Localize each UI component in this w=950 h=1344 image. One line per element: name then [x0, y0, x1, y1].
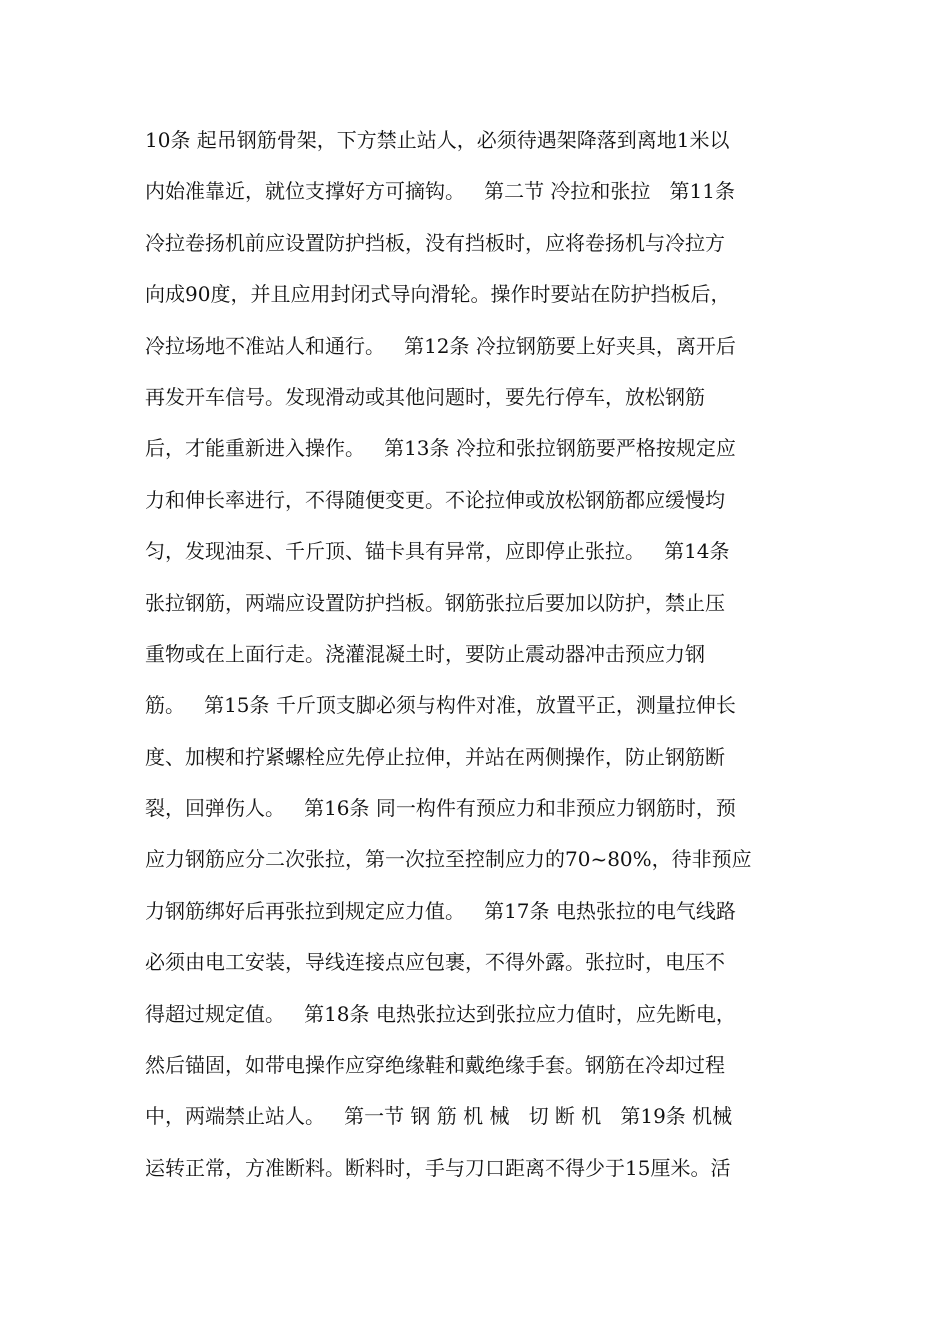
text-line: 中，两端禁止站人。 第一节 钢 筋 机 械 切 断 机 第19条 机械 [145, 1104, 733, 1129]
text-line: 必须由电工安装，导线连接点应包裹，不得外露。张拉时，电压不 [145, 950, 725, 975]
text-line: 冷拉场地不准站人和通行。 第12条 冷拉钢筋要上好夹具，离开后 [145, 333, 736, 358]
text-line: 然后锚固，如带电操作应穿绝缘鞋和戴绝缘手套。钢筋在冷却过程 [145, 1053, 725, 1078]
text-line: 筋。 第15条 千斤顶支脚必须与构件对准，放置平正，测量拉伸长 [145, 693, 736, 718]
text-line: 力和伸长率进行，不得随便变更。不论拉伸或放松钢筋都应缓慢均 [145, 487, 725, 512]
text-line: 张拉钢筋，两端应设置防护挡板。钢筋张拉后要加以防护，禁止压 [145, 590, 725, 615]
text-line: 运转正常，方准断料。断料时，手与刀口距离不得少于15厘米。活 [145, 1155, 731, 1180]
text-line: 10条 起吊钢筋骨架，下方禁止站人，必须待遇架降落到离地1米以 [145, 128, 730, 152]
text-line: 裂，回弹伤人。 第16条 同一构件有预应力和非预应力钢筋时，预 [145, 796, 736, 821]
text-line: 力钢筋绑好后再张拉到规定应力值。 第17条 电热张拉的电气线路 [145, 898, 736, 923]
text-line: 应力钢筋应分二次张拉，第一次拉至控制应力的70~80%，待非预应 [145, 847, 752, 872]
text-line: 后，才能重新进入操作。 第13条 冷拉和张拉钢筋要严格按规定应 [145, 436, 736, 461]
text-line: 冷拉卷扬机前应设置防护挡板，没有挡板时，应将卷扬机与冷拉方 [145, 230, 725, 255]
text-line: 得超过规定值。 第18条 电热张拉达到张拉应力值时，应先断电， [145, 1001, 736, 1026]
body-text [145, 118, 810, 1197]
text-line: 重物或在上面行走。浇灌混凝土时，要防止震动器冲击预应力钢 [145, 641, 705, 666]
text-line: 度、加楔和拧紧螺栓应先停止拉伸，并站在两侧操作，防止钢筋断 [145, 744, 725, 769]
text-line: 再发开车信号。发现滑动或其他问题时，要先行停车，放松钢筋 [145, 384, 705, 409]
text-line: 内始准靠近，就位支撑好方可摘钩。 第二节 冷拉和张拉 第11条 [145, 179, 735, 204]
text-line: 向成90度，并且应用封闭式导向滑轮。操作时要站在防护挡板后， [145, 282, 731, 307]
text-line: 匀，发现油泵、千斤顶、锚卡具有异常，应即停止张拉。 第14条 [145, 539, 730, 564]
